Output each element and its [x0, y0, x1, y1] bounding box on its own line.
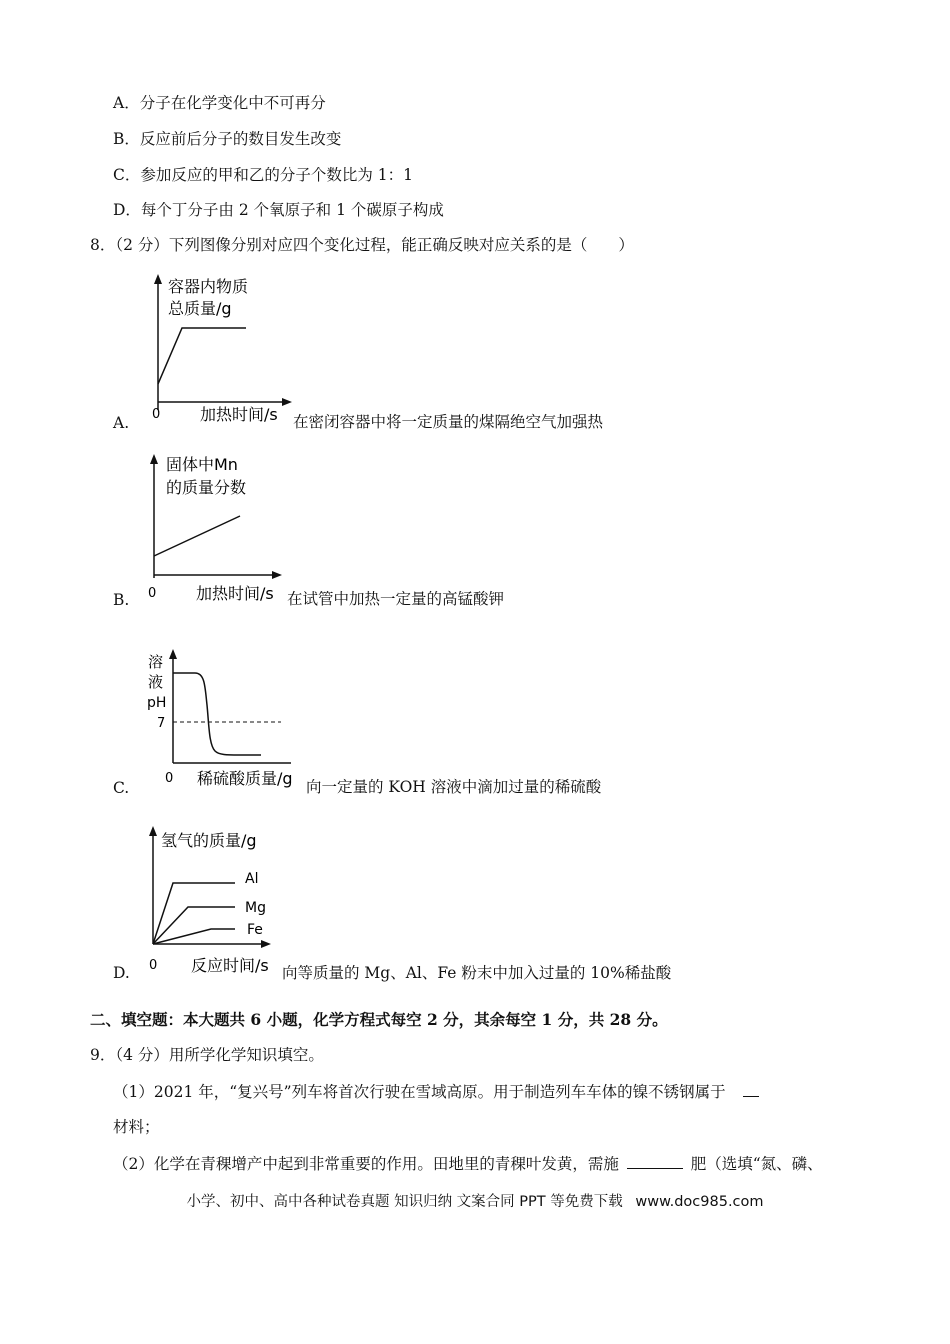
graph-c-curve [173, 673, 261, 755]
graph-d-series-fe: Fe [247, 922, 263, 938]
graph-d-series-mg: Mg [245, 900, 266, 916]
graph-b-curve [154, 516, 240, 556]
q8-option-c-letter: C. [113, 779, 130, 797]
q8-option-d-letter: D. [113, 964, 130, 982]
q7-option-d: D．每个丁分子由 2 个氧原子和 1 个碳原子构成 [113, 201, 444, 219]
graph-d-series-al: Al [245, 871, 259, 887]
graph-c-tick-7: 7 [157, 716, 166, 731]
q7-option-c: C．参加反应的甲和乙的分子个数比为 1：1 [113, 166, 414, 184]
graph-b-xlabel: 加热时间/s [196, 584, 274, 603]
graph-b-origin: 0 [148, 586, 157, 601]
q9-stem: 9．（4 分）用所学化学知识填空。 [90, 1046, 324, 1064]
graph-a [140, 270, 290, 430]
q8-stem: 8．（2 分）下列图像分别对应四个变化过程，能正确反映对应关系的是（ ） [90, 236, 634, 254]
section-2-heading: 二、填空题：本大题共 6 小题，化学方程式每空 2 分，其余每空 1 分，共 28 分。 [90, 1010, 668, 1029]
q8-option-a-letter: A. [113, 414, 130, 432]
graph-c-origin: 0 [165, 771, 174, 786]
graph-c [143, 645, 303, 795]
graph-d-xlabel: 反应时间/s [191, 956, 269, 975]
q8-option-c-caption: 向一定量的 KOH 溶液中滴加过量的稀硫酸 [306, 778, 602, 796]
q8-option-b-letter: B. [113, 591, 130, 609]
q9-part1-line1 [113, 1080, 762, 1102]
graph-a-xlabel: 加热时间/s [200, 405, 278, 424]
graph-d-line-al [153, 883, 235, 944]
q7-option-a: A．分子在化学变化中不可再分 [113, 94, 326, 112]
q8-option-a-caption: 在密闭容器中将一定质量的煤隔绝空气加强热 [293, 413, 604, 431]
graph-c-ylabel-1: 溶 [148, 653, 164, 671]
graph-a-ylabel-2: 总质量/g [168, 299, 232, 318]
graph-b-ylabel: 固体中Mn [166, 455, 238, 474]
q9-part1-line2: 材料； [113, 1118, 160, 1136]
q9-part1-text: （1）2021 年，“复兴号”列车将首次行驶在雪域高原。用于制造列车车体的镍不锈钢属于 [113, 1083, 726, 1101]
graph-d [137, 826, 287, 976]
q8-option-b-caption: 在试管中加热一定量的高锰酸钾 [287, 590, 505, 608]
graph-a-ylabel: 容器内物质 [168, 277, 249, 296]
graph-d-line-mg [153, 907, 235, 944]
graph-c-ylabel-3: pH [147, 695, 167, 711]
graph-c-xlabel: 稀硫酸质量/g [197, 769, 293, 788]
q7-option-b: B．反应前后分子的数目发生改变 [113, 130, 342, 148]
graph-b [138, 452, 288, 612]
graph-d-origin: 0 [149, 958, 158, 973]
q9-part2-blank[interactable] [627, 1152, 683, 1169]
q9-part2-text-after: 肥（选填“氮、磷、 [690, 1155, 823, 1173]
q8-option-d-caption: 向等质量的 Mg、Al、Fe 粉末中加入过量的 10%稀盐酸 [282, 964, 672, 982]
q9-part1-blank[interactable] [743, 1080, 759, 1097]
graph-d-ylabel: 氢气的质量/g [161, 831, 257, 850]
page-footer [0, 1190, 950, 1211]
graph-a-curve [158, 328, 246, 384]
q9-part2-line [113, 1152, 823, 1174]
footer-text: 小学、初中、高中各种试卷真题 知识归纳 文案合同 PPT 等免费下载 [186, 1194, 623, 1210]
graph-c-ylabel-2: 液 [148, 673, 164, 691]
graph-a-origin: 0 [152, 407, 161, 422]
footer-url[interactable]: www.doc985.com [635, 1194, 764, 1210]
graph-b-ylabel-2: 的质量分数 [166, 478, 247, 497]
q9-part2-text: （2）化学在青稞增产中起到非常重要的作用。田地里的青稞叶发黄，需施 [113, 1155, 619, 1173]
